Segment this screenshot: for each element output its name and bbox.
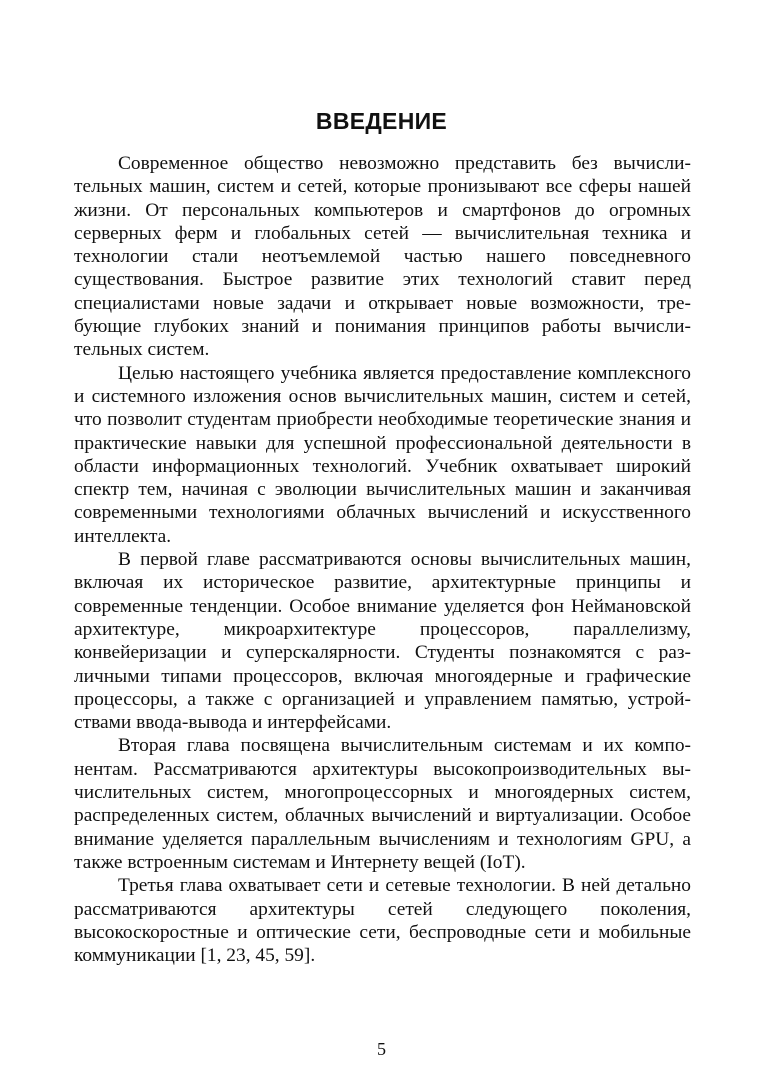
paragraph-5: Третья глава охватывает сети и сетевые технологии. В ней детально рассматриваются архитектуры сетей следующего поколения, высокоскоростные и оптические сети, беспроводные сети и мобильные коммуникации [1, 23, 45, 59]. [74,875,691,967]
page-number: 5 [377,1039,386,1059]
section-heading: ВВЕДЕНИЕ [315,108,448,134]
body-text [74,152,691,967]
paragraph-1: Современное общество невозможно представить без вычислительных машин, систем и сетей, которые пронизывают все сферы нашей жизни. От персональных компьютеров и смартфонов до огромных серверных ферм и глобальных сетей — вычислительная техника и технологии стали неотъемлемой частью нашего повседневного существования. Быстрое развитие этих технологий ставит перед специалистами новые задачи и открывает новые возможности, требующие глубоких знаний и понимания принципов работы вычислительных систем. [74,153,691,361]
paragraph-4: Вторая глава посвящена вычислительным системам и их компонентам. Рассматриваются архитектуры высокопроизводительных вычислительных систем, многопроцессорных и многоядерных систем, распределенных систем, облачных вычислений и виртуализации. Особое внимание уделяется параллельным вычислениям и технологиям GPU, а также встроенным системам и Интернету вещей (IoT). [74,735,691,873]
paragraph-3: В первой главе рассматриваются основы вычислительных машин, включая их историческое развитие, архитектурные принципы и современные тенденции. Особое внимание уделяется фон Неймановской архитектуре, микроархитектуре процессоров, параллелизму, конвейеризации и суперскалярности. Студенты познакомятся с различными типами процессоров, включая многоядерные и графические процессоры, а также с организацией и управлением памятью, устройствами ввода-вывода и интерфейсами. [74,549,691,734]
paragraph-2: Целью настоящего учебника является предоставление комплексного и системного изложения основ вычислительных машин, систем и сетей, что позволит студентам приобрести необходимые теоретические знания и практические навыки для успешной профессиональной деятельности в области информационных технологий. Учебник охватывает широкий спектр тем, начиная с эволюции вычислительных машин и заканчивая современными технологиями облачных вычислений и искусственного интеллекта. [74,362,691,547]
